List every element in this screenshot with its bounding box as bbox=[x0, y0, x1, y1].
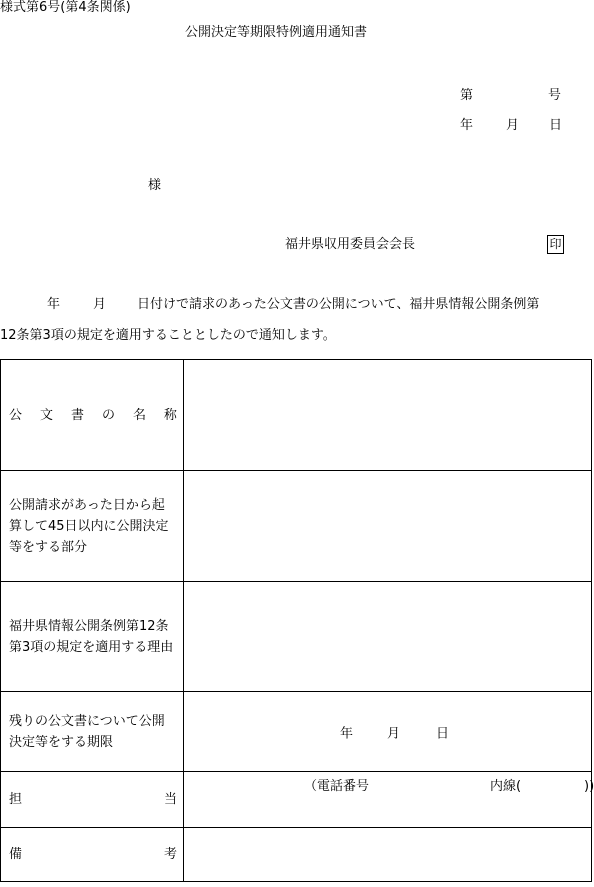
body-year: 年 bbox=[47, 297, 61, 312]
notice-table bbox=[0, 359, 592, 882]
issue-date-year: 年 bbox=[460, 118, 474, 133]
issue-date-day: 日 bbox=[549, 118, 563, 133]
table-row bbox=[1, 692, 592, 772]
partial-decision-value[interactable] bbox=[184, 471, 592, 582]
extension-label: 内線( bbox=[490, 778, 522, 794]
body-month: 月 bbox=[93, 297, 107, 312]
body-line1: 日付けで請求のあった公文書の公開について、福井県情報公開条例第 bbox=[137, 297, 540, 312]
addressee-suffix: 様 bbox=[148, 178, 162, 193]
sender-name: 福井県収用委員会会長 bbox=[285, 237, 416, 252]
document-name-value[interactable] bbox=[184, 360, 592, 471]
table-row bbox=[1, 360, 592, 471]
issue-date-month: 月 bbox=[506, 118, 520, 133]
document-name-label: 公 文 書 の 名 称 bbox=[1, 360, 184, 471]
contact-label: 担 当 bbox=[1, 772, 184, 828]
document-number-suffix: 号 bbox=[547, 88, 561, 103]
deadline-day: 日 bbox=[436, 726, 450, 741]
reason-value[interactable] bbox=[184, 582, 592, 692]
form-number: 様式第6号(第4条関係) bbox=[0, 0, 131, 15]
document-number-prefix: 第 bbox=[460, 88, 474, 103]
reason-label: 福井県情報公開条例第12条第3項の規定を適用する理由 bbox=[1, 582, 184, 692]
extension-close: )) bbox=[584, 778, 594, 794]
document-title: 公開決定等期限特例適用通知書 bbox=[185, 25, 368, 40]
deadline-value[interactable] bbox=[184, 692, 592, 772]
deadline-year: 年 bbox=[340, 726, 354, 741]
seal-mark: 印 bbox=[547, 235, 564, 254]
remarks-value[interactable] bbox=[184, 828, 592, 882]
partial-decision-label: 公開請求があった日から起算して45日以内に公開決定等をする部分 bbox=[1, 471, 184, 582]
table-row bbox=[1, 471, 592, 582]
phone-label: （電話番号 bbox=[304, 778, 370, 794]
table-row bbox=[1, 828, 592, 882]
table-row bbox=[1, 582, 592, 692]
remarks-label: 備 考 bbox=[1, 828, 184, 882]
deadline-label: 残りの公文書について公開決定等をする期限 bbox=[1, 692, 184, 772]
contact-value[interactable] bbox=[184, 772, 592, 828]
deadline-month: 月 bbox=[387, 726, 401, 741]
table-row bbox=[1, 772, 592, 828]
body-line2: 12条第3項の規定を適用することとしたので通知します。 bbox=[0, 328, 336, 343]
